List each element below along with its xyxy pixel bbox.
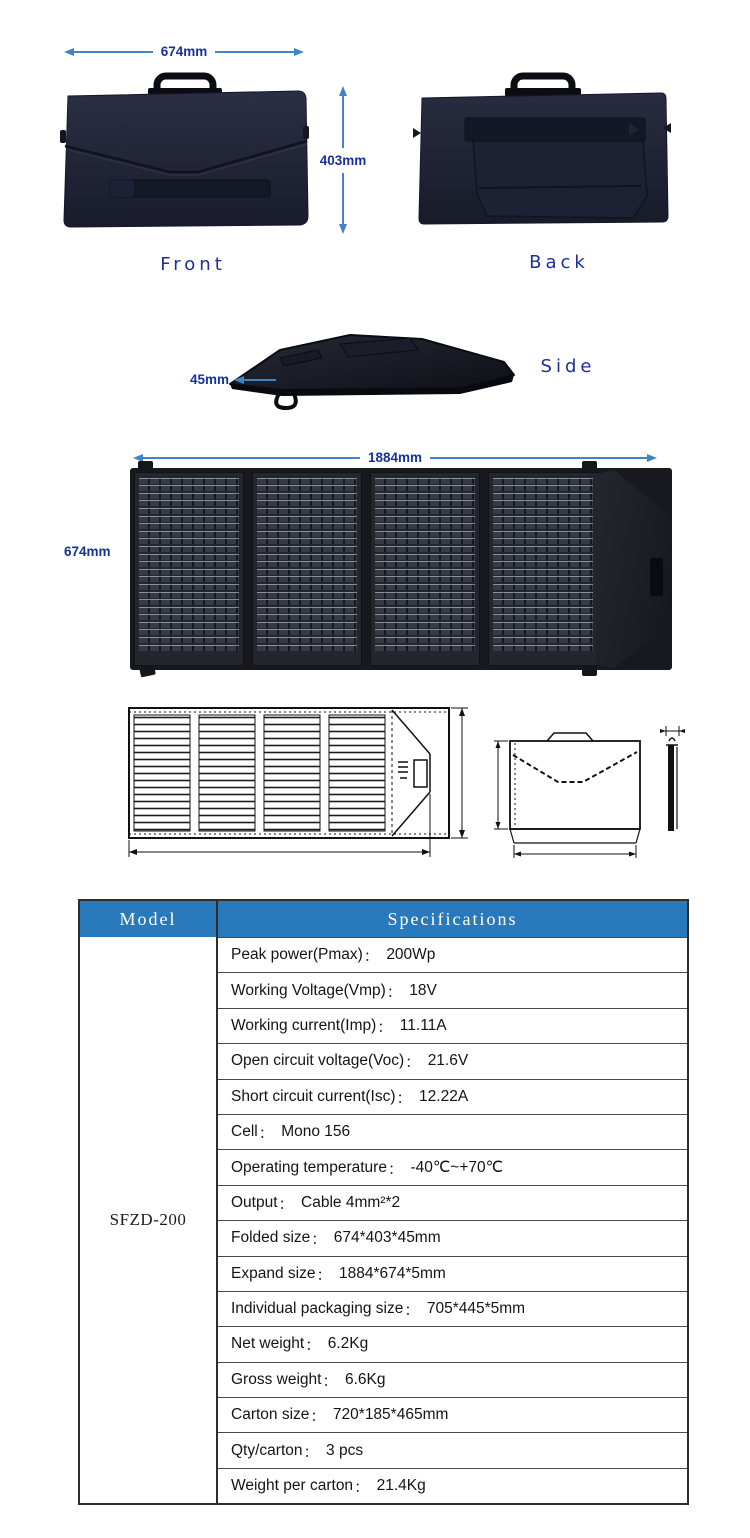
solar-cell-row [375, 531, 475, 537]
spec-row [218, 1079, 687, 1114]
spec-value: 1884*674*5mm [338, 1264, 446, 1282]
solar-cell-row [493, 576, 593, 582]
solar-cell-row [493, 614, 593, 620]
spec-label: Folded size [231, 1229, 311, 1247]
solar-cell-row [257, 599, 357, 605]
side-thickness-value: 45mm [190, 372, 230, 387]
solar-cell-row [257, 478, 357, 484]
spec-value: Cable 4mm²*2 [301, 1193, 401, 1211]
solar-cell-row [139, 645, 239, 651]
solar-cell-row [375, 478, 475, 484]
solar-cell-row [257, 500, 357, 506]
spec-colon: ： [354, 1479, 370, 1497]
solar-cell-row [257, 622, 357, 628]
spec-value: 21.4Kg [376, 1477, 426, 1495]
spec-value: 705*445*5mm [426, 1300, 526, 1318]
solar-cell-row [375, 538, 475, 544]
solar-cell-row [139, 516, 239, 522]
solar-cell-row [493, 554, 593, 560]
spec-colon: ： [303, 1443, 320, 1461]
solar-cell-row [375, 614, 475, 620]
solar-cell-row [493, 516, 593, 522]
spec-label: Qty/carton [231, 1441, 303, 1459]
solar-cell-row [493, 645, 593, 651]
spec-colon: ： [305, 1337, 321, 1355]
solar-panel-2 [252, 472, 362, 666]
solar-cell-row [257, 508, 357, 514]
solar-cell-row [257, 554, 357, 560]
solar-cell-row [257, 485, 357, 491]
spec-rows [218, 937, 687, 1503]
spec-label: Open circuit voltage(Voc) [231, 1052, 405, 1070]
arrow-left-icon [234, 376, 244, 384]
spec-colon: ： [258, 1125, 275, 1143]
spec-row [218, 972, 687, 1007]
spec-label: Working Voltage(Vmp) [231, 981, 386, 999]
table-header-row [80, 901, 687, 937]
spec-row [218, 1149, 687, 1184]
solar-cell-row [257, 645, 357, 651]
arrow-down-icon [339, 224, 347, 234]
solar-cell-row [257, 516, 357, 522]
spec-colon: ： [377, 1018, 393, 1036]
handle-outline [547, 733, 593, 741]
solar-cell-row [139, 508, 239, 514]
solar-cell-row [493, 538, 593, 544]
solar-cell-row [139, 478, 239, 484]
specifications-column-header: Specifications [387, 908, 518, 929]
solar-cell-row [139, 538, 239, 544]
solar-cell-row [375, 554, 475, 560]
spec-colon: ： [363, 948, 380, 966]
solar-cell-row [257, 584, 357, 590]
arrow-left-icon [64, 48, 74, 56]
solar-cell-row [139, 569, 239, 575]
d-ring-loop [413, 128, 421, 138]
spec-label: Gross weight [231, 1370, 322, 1388]
solar-cell-row [493, 485, 593, 491]
solar-cell-row [139, 614, 239, 620]
spec-value: 18V [409, 981, 437, 999]
flap-patch [650, 558, 663, 596]
spec-label: Peak power(Pmax) [231, 946, 363, 964]
technical-drawing-expanded [126, 700, 478, 860]
solar-cell-row [139, 599, 239, 605]
spec-value: 3 pcs [326, 1441, 364, 1459]
technical-drawing-folded [490, 703, 705, 861]
spec-value: Mono 156 [281, 1123, 351, 1141]
spec-row [218, 1256, 687, 1291]
front-width-value: 674mm [160, 44, 208, 59]
solar-cell-row [257, 629, 357, 635]
expanded-height-value: 674mm [64, 544, 111, 559]
solar-cell-row [375, 576, 475, 582]
solar-cell-row [257, 546, 357, 552]
solar-cell-row [257, 592, 357, 598]
solar-cell-row [493, 637, 593, 643]
side-clip [303, 126, 309, 139]
expanded-width-value: 1884mm [367, 450, 423, 465]
spec-value: 11.11A [399, 1016, 447, 1034]
solar-panel-4 [488, 472, 598, 666]
back-view-photo [413, 68, 671, 240]
corner-tab [139, 665, 156, 678]
back-view-label: Back [529, 252, 589, 273]
solar-cell-row [375, 584, 475, 590]
solar-cell-row [375, 645, 475, 651]
arrow-right-icon [647, 454, 657, 462]
solar-cell-row [139, 531, 239, 537]
side-profile [668, 745, 674, 831]
spec-value: 6.6Kg [344, 1370, 386, 1388]
spec-row [218, 1220, 687, 1255]
spec-row [218, 1397, 687, 1432]
solar-cell-row [493, 531, 593, 537]
solar-cell-row [493, 508, 593, 514]
spec-colon: ： [404, 1302, 420, 1320]
solar-cell-row [139, 500, 239, 506]
spec-colon: ： [405, 1054, 421, 1072]
solar-cell-row [375, 523, 475, 529]
spec-value: 21.6V [427, 1052, 469, 1070]
solar-cell-row [493, 523, 593, 529]
solar-cell-row [257, 614, 357, 620]
spec-row [218, 937, 687, 972]
expanded-width-dimension [133, 450, 657, 465]
solar-cell-row [139, 554, 239, 560]
solar-cell-row [375, 569, 475, 575]
spec-colon: ： [386, 983, 403, 1001]
solar-cell-row [139, 629, 239, 635]
spec-value: 200Wp [386, 946, 436, 964]
solar-cell-row [375, 629, 475, 635]
solar-cell-row [139, 546, 239, 552]
front-height-value: 403mm [319, 152, 367, 168]
spec-colon: ： [322, 1372, 338, 1390]
model-value-cell: SFZD-200 [80, 937, 218, 1503]
solar-cell-row [139, 493, 239, 499]
solar-cell-row [493, 561, 593, 567]
spec-row [218, 1043, 687, 1078]
front-height-dimension [320, 86, 366, 234]
spec-row [218, 1432, 687, 1467]
solar-cell-row [139, 607, 239, 613]
solar-cell-row [139, 523, 239, 529]
solar-cell-row [493, 607, 593, 613]
spec-label: Expand size [231, 1264, 316, 1282]
corner-tab [582, 461, 597, 471]
spec-label: Cell [231, 1123, 258, 1141]
spec-colon: ： [387, 1160, 404, 1178]
solar-cell-row [139, 485, 239, 491]
corner-tab [138, 461, 153, 471]
side-thickness-dimension [190, 372, 276, 387]
solar-cell-row [257, 538, 357, 544]
spec-row [218, 1291, 687, 1326]
cover-flap [596, 470, 672, 668]
solar-cell-row [493, 569, 593, 575]
solar-cell-row [257, 607, 357, 613]
spec-row [218, 1468, 687, 1503]
solar-cell-row [375, 561, 475, 567]
solar-cell-row [375, 599, 475, 605]
arrow-right-icon [294, 48, 304, 56]
solar-cell-row [139, 576, 239, 582]
solar-cell-row [493, 622, 593, 628]
spec-colon: ： [278, 1195, 295, 1213]
spec-row [218, 1185, 687, 1220]
pocket-flap-strap [465, 118, 645, 141]
corner-tab [582, 666, 597, 676]
solar-cell-row [375, 607, 475, 613]
spec-row [218, 1114, 687, 1149]
solar-cell-row [139, 622, 239, 628]
front-view-photo [58, 68, 310, 240]
spec-label: Carton size [231, 1406, 310, 1424]
spec-colon: ： [311, 1231, 327, 1249]
spec-label: Operating temperature [231, 1158, 387, 1176]
spec-label: Weight per carton [231, 1477, 354, 1495]
spec-colon: ： [396, 1089, 413, 1107]
solar-cell-row [493, 493, 593, 499]
back-pocket [473, 141, 647, 218]
solar-panel-1 [134, 472, 244, 666]
spec-colon: ： [316, 1266, 332, 1284]
front-width-dimension [64, 44, 304, 59]
solar-cell-row [375, 592, 475, 598]
solar-cell-row [257, 576, 357, 582]
solar-cell-row [375, 508, 475, 514]
spec-label: Short circuit current(Isc) [231, 1087, 396, 1105]
solar-cell-row [139, 584, 239, 590]
solar-cell-row [257, 493, 357, 499]
solar-cell-row [257, 523, 357, 529]
solar-cell-row [257, 637, 357, 643]
solar-cell-row [493, 592, 593, 598]
solar-cell-row [375, 516, 475, 522]
spec-label: Output [231, 1193, 278, 1211]
solar-cell-row [257, 531, 357, 537]
arrow-up-icon [339, 86, 347, 96]
spec-label: Individual packaging size [231, 1300, 404, 1318]
side-view-label: Side [540, 356, 596, 377]
solar-cell-row [375, 546, 475, 552]
solar-cell-row [257, 561, 357, 567]
solar-cell-row [139, 592, 239, 598]
solar-cell-row [493, 584, 593, 590]
solar-cell-row [493, 546, 593, 552]
solar-panel-3 [370, 472, 480, 666]
spec-row [218, 1326, 687, 1361]
solar-cell-row [375, 622, 475, 628]
solar-cell-row [493, 478, 593, 484]
solar-cell-row [139, 637, 239, 643]
spec-colon: ： [310, 1408, 326, 1426]
model-column-header: Model [80, 901, 218, 937]
solar-cell-row [375, 485, 475, 491]
expanded-panel-photo [130, 468, 672, 670]
solar-cell-row [375, 493, 475, 499]
table-body [80, 937, 687, 1503]
front-view-label: Front [160, 254, 226, 275]
spec-value: -40℃~+70℃ [410, 1159, 504, 1177]
spec-value: 720*185*465mm [332, 1406, 449, 1424]
spec-value: 674*403*45mm [333, 1229, 441, 1247]
spec-value: 6.2Kg [327, 1335, 369, 1353]
solar-cell-row [139, 561, 239, 567]
solar-cell-row [375, 637, 475, 643]
solar-cell-row [493, 599, 593, 605]
spec-label: Working current(Imp) [231, 1016, 377, 1034]
specifications-table [78, 899, 689, 1505]
solar-cell-row [493, 629, 593, 635]
side-clip [60, 130, 66, 143]
spec-row [218, 1362, 687, 1397]
spec-row [218, 1008, 687, 1043]
solar-cell-row [257, 569, 357, 575]
side-view-photo [222, 320, 522, 412]
spec-label: Net weight [231, 1335, 305, 1353]
solar-cell-row [493, 500, 593, 506]
spec-value: 12.22A [419, 1087, 469, 1105]
solar-cell-row [375, 500, 475, 506]
